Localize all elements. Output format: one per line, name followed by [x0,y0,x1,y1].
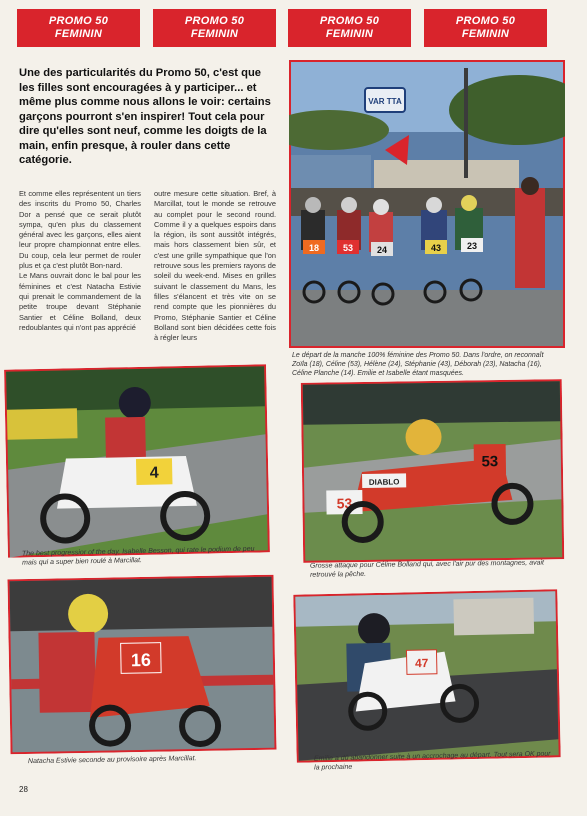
caption-besson: The best progressior of the day, Isabelle Besson, qui rate le podium de peu mais qui a super bien roulé à Marcillat. [21,545,255,567]
fairing-text: DIABLO [368,477,400,487]
plate-text: 18 [308,243,320,253]
page-number: 28 [19,785,28,794]
section-tab: PROMO 50 FEMININ [288,9,411,47]
plate-text: 4 [149,464,159,482]
section-tab: PROMO 50 FEMININ [153,9,276,47]
plate-text: 24 [376,245,388,255]
photo-bolland [301,379,564,563]
caption-emilie: Emilie a dû abandonner suite à un accrochage au départ. Tout sera OK pour la prochaine [313,750,551,772]
body-column-2: outre mesure cette situation. Bref, à Marcillat, tout le monde se retrouve au complet pour le second round. Comme il y a quelques espoirs dans la région, ils sont aussitôt intégrés, mais hors classement bien sûr, et c'est une grille sympathique que l'on retrouve sous les premiers rayons de soleil du week-end. Mises en grilles suivant le classement du Mans, les filles s'élancent et très vite on se rend compte que les pionnières du Promo, Stéphanie Santier et Céline Bolland sont bien décidées cette fois à régler leurs [154,189,276,343]
plate-text: 16 [130,649,152,671]
plate-text: 23 [466,241,478,251]
body-column-1: Et comme elles représentent un tiers des inscrits du Promo 50, Charles Dor a pensé que ce serait plutôt sympa, qu'en plus du classement général avec les garçons, elles aient leur propre championnat entre elles. Du coup, cela leur permet de rouler plus et ça c'est plutôt Bon-nard. Le Mans ouvrait donc le bal pour les féminines et c'est Natacha Estivie qui prenait le commandement de la petite troupe devant Stéphanie Santier et Céline Bolland, deux redoublantes qui n'ont pas apprécié [19,189,141,332]
section-tab: PROMO 50 FEMININ [17,9,140,47]
caption-race-start: Le départ de la manche 100% féminine des Promo 50. Dans l'ordre, on reconnaît Zoïla (18), Céline (53), Hélène (24), Stéphanie (43), Déborah (23), Natacha (16), Céline Planche (14). Emilie et Isabelle étant masquées. [292,352,544,377]
photo-race-start [289,60,565,348]
plate-text: 43 [430,243,442,253]
plate-text: 47 [414,655,429,671]
photo-emilie [293,589,560,762]
header-tabs [17,9,547,47]
banner-text: VAR TTA [368,97,402,106]
caption-bolland: Grosse attaque pour Céline Bolland qui, avec l'air pur des montagnes, avait retrouvé la pêche. [309,559,545,579]
plate-text: 53 [336,495,353,512]
photo-besson [4,364,270,557]
plate-text: 53 [342,243,354,253]
section-tab: PROMO 50 FEMININ [424,9,547,47]
photo-estivie [7,575,276,755]
caption-estivie: Natacha Estivie seconde au provisoire après Marcillat. [27,755,197,766]
plate-text: 53 [481,453,499,471]
lead-paragraph: Une des particularités du Promo 50, c'est que les filles sont encouragées à y participer... et même plus comme nous allons le voir: certains garçons pourront s'en inspirer! Tout cela pour dire qu'elles sont neuf, comme les doigts de la main, enfin presque, à rouler dans cette catégorie. [19,67,271,166]
